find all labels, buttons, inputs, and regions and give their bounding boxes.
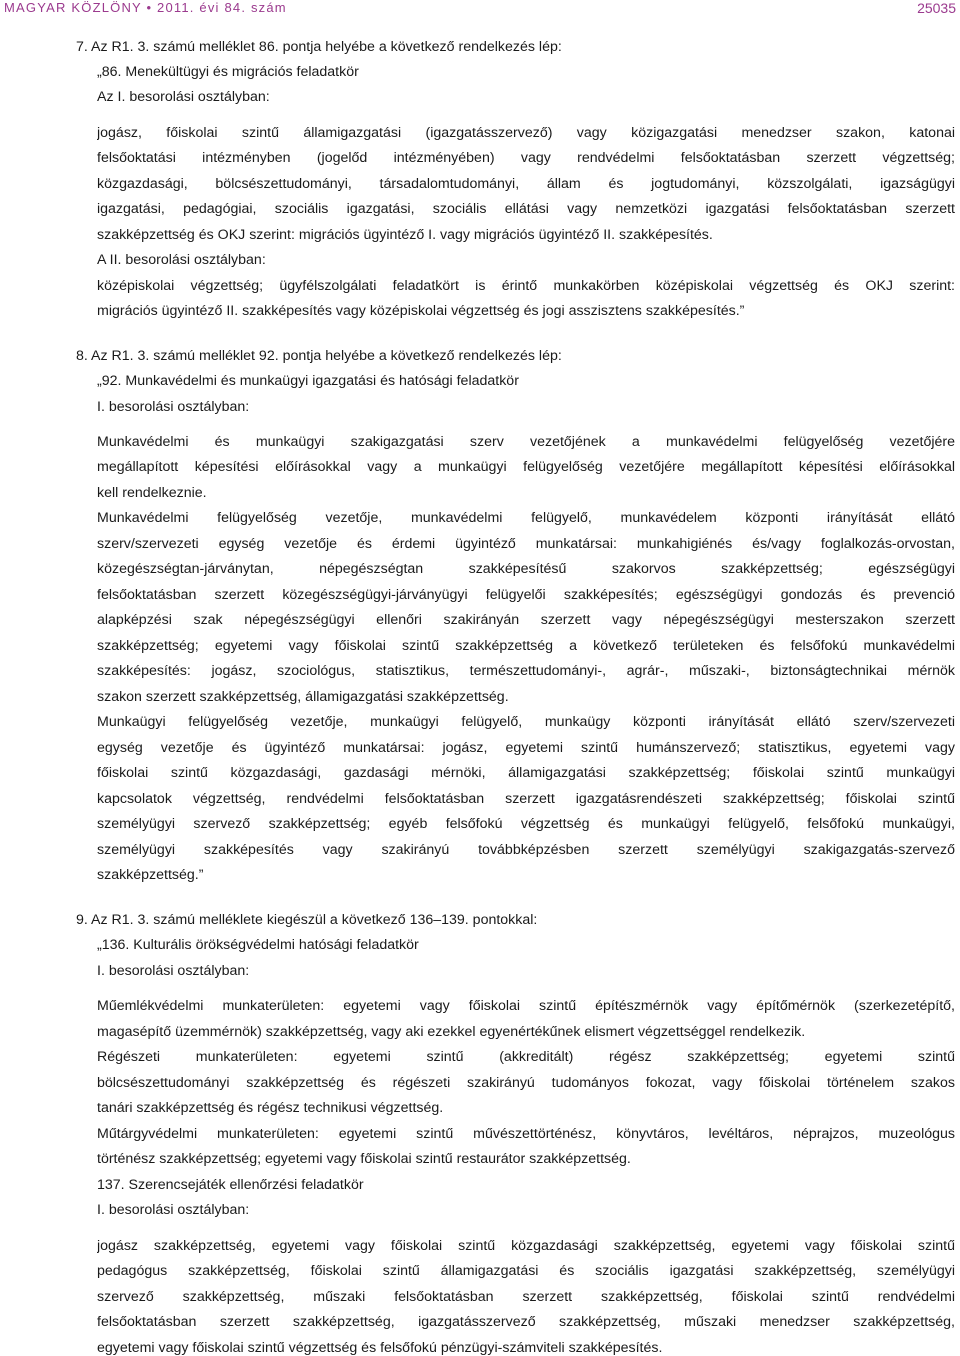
text-line: igazgatási, pedagógiai, szociális igazgatási, szociális ellátási vagy nemzetközi igazgatási felsőoktatásban szerzett <box>97 201 955 217</box>
text-line: felsőoktatási intézményben (jogelőd intézményében) vagy rendvédelmi felsőoktatásban szerzett végzettség; <box>97 150 955 166</box>
text-line: közgazdasági, bölcsészettudományi, társadalomtudományi, állam és jogtudományi, közszolgálati, igazságügyi <box>97 176 955 192</box>
text-line: Az I. besorolási osztályban: <box>97 89 270 105</box>
text-line: I. besorolási osztályban: <box>97 1202 250 1218</box>
text-line: szakképzettség és OKJ szerint: migrációs ügyintéző I. vagy migrációs ügyintéző II. szakképesítés. <box>97 227 713 243</box>
text-line: 7. Az R1. 3. számú melléklet 86. pontja helyébe a következő rendelkezés lép: <box>76 39 562 55</box>
text-line: történész szakképzettség; egyetemi vagy főiskolai szintű restaurátor szakképzettség. <box>97 1151 631 1167</box>
page-number: 25035 <box>917 0 956 16</box>
text-line: tanári szakképzettség és régész technikusi végzettség. <box>97 1100 444 1116</box>
text-line: I. besorolási osztályban: <box>97 963 250 979</box>
text-line: szervező szakképzettség, műszaki felsőoktatásban szerzett szakképzettség, főiskolai szintű rendvédelmi <box>97 1289 955 1305</box>
text-line: I. besorolási osztályban: <box>97 399 250 415</box>
text-line: alapképzési szak népegészségügyi ellenőri szakirányán szerzett vagy népegészségügyi mesterszakon szerzett <box>97 612 955 628</box>
text-line: személyügyi szervező szakképzettség; egyéb felsőfokú végzettség és munkaügyi felügyelő, felsőfokú munkaügyi, <box>97 816 955 832</box>
text-line: szakképesítés: jogász, szociológus, statisztikus, természettudományi-, agrár-, műszaki-, biztonságtechnikai mérnök <box>97 663 955 679</box>
text-line: Régészeti munkaterületen: egyetemi szintű (akkreditált) régész szakképzettség; egyetemi szintű <box>97 1049 955 1065</box>
text-line: „86. Menekültügyi és migrációs feladatkör <box>97 64 359 80</box>
text-line: felsőoktatásban szerzett szakképzettség, igazgatásszervező szakképzettség, műszaki menedzser szakképzettség, <box>97 1314 955 1330</box>
text-line: „136. Kulturális örökségvédelmi hatósági feladatkör <box>97 937 419 953</box>
text-line: 8. Az R1. 3. számú melléklet 92. pontja helyébe a következő rendelkezés lép: <box>76 348 562 364</box>
text-line: főiskolai szintű közgazdasági, gazdasági mérnöki, államigazgatási szakképzettség; főiskolai szintű munkaügyi <box>97 765 955 781</box>
text-line: szerv/szervezeti egység vezetője és érdemi ügyintéző munkatársai: munkahigiénés és/vagy foglalkozás-orvostan, <box>97 536 955 552</box>
text-line: 137. Szerencsejáték ellenőrzési feladatkör <box>97 1177 364 1193</box>
text-line: egyetemi vagy főiskolai szintű végzettség és felsőfokú pénzügyi-számviteli szakképesítés. <box>97 1340 663 1356</box>
text-line: egység vezetője és ügyintéző munkatársai: jogász, egyetemi szintű humánszervező; statisztikus, egyetemi vagy <box>97 740 955 756</box>
text-line: magasépítő üzemmérnök) szakképzettség, vagy aki ezekkel egyenértékűnek elismert végzettséggel rendelkezik. <box>97 1024 806 1040</box>
text-line: A II. besorolási osztályban: <box>97 252 266 268</box>
page-header <box>0 0 960 18</box>
text-line: kapcsolatok végzettség, rendvédelmi felsőoktatásban szerzett igazgatásrendészeti szakképzettség; főiskolai szintű <box>97 791 955 807</box>
text-line: szakképzettség.” <box>97 867 204 883</box>
journal-title: MAGYAR KÖZLÖNY • 2011. évi 84. szám <box>4 0 287 15</box>
text-line: szakképzettség; egyetemi vagy főiskolai szintű szakképzettség a következő területeken és felsőfokú munkavédelmi <box>97 638 955 654</box>
text-line: felsőoktatásban szerzett közegészségügyi-járványügyi felügyelői szakképesítés; egészségügyi gondozás és prevenció <box>97 587 955 603</box>
text-line: Műtárgyvédelmi munkaterületen: egyetemi szintű művészettörténész, könyvtáros, levéltáros, néprajzos, muzeológus <box>97 1126 955 1142</box>
text-line: Műemlékvédelmi munkaterületen: egyetemi vagy főiskolai szintű építészmérnök vagy építőmérnök (szerkezetépítő, <box>97 998 955 1014</box>
text-line: megállapított képesítési előírásokkal vagy a munkaügyi felügyelőség vezetőjére megállapított képesítési előírásokkal <box>97 459 955 475</box>
text-line: bölcsészettudományi szakképzettség és régészeti szakirányú tudományos fokozat, vagy főiskolai történelem szakos <box>97 1075 955 1091</box>
text-line: szakon szerzett szakképzettség, államigazgatási szakképzettség. <box>97 689 509 705</box>
text-line: kell rendelkeznie. <box>97 485 207 501</box>
text-line: Munkavédelmi és munkaügyi szakigazgatási szerv vezetőjének a munkavédelmi felügyelőség vezetőjére <box>97 434 955 450</box>
text-line: Munkaügyi felügyelőség vezetője, munkaügyi felügyelő, munkaügy központi irányítását ellátó szerv/szervezeti <box>97 714 955 730</box>
text-line: jogász, főiskolai szintű államigazgatási (igazgatásszervező) vagy közigazgatási menedzser szakon, katonai <box>97 125 955 141</box>
text-line: pedagógus szakképzettség, főiskolai szintű államigazgatási és szociális igazgatási szakképzettség, személyügyi <box>97 1263 955 1279</box>
text-line: „92. Munkavédelmi és munkaügyi igazgatási és hatósági feladatkör <box>97 373 519 389</box>
text-line: Munkavédelmi felügyelőség vezetője, munkavédelmi felügyelő, munkavédelem központi irányítását ellátó <box>97 510 955 526</box>
text-line: közegészségtan-járványtan, népegészségtan szakképesítésű szakorvos szakképzettség; egészségügyi <box>97 561 955 577</box>
text-line: 9. Az R1. 3. számú melléklete kiegészül a következő 136–139. pontokkal: <box>76 912 538 928</box>
text-line: migrációs ügyintéző II. szakképesítés vagy középiskolai végzettség és jogi asszisztens szakképesítés.” <box>97 303 745 319</box>
text-line: középiskolai végzettség; ügyfélszolgálati feladatkört is érintő munkakörben középiskolai végzettség és OKJ szerint: <box>97 278 955 294</box>
text-line: személyügyi szakképesítés vagy szakirányú továbbképzésben szerzett személyügyi szakigazgatás-szervező <box>97 842 955 858</box>
text-line: jogász szakképzettség, egyetemi vagy főiskolai szintű közgazdasági szakképzettség, egyetemi vagy főiskolai szintű <box>97 1238 955 1254</box>
